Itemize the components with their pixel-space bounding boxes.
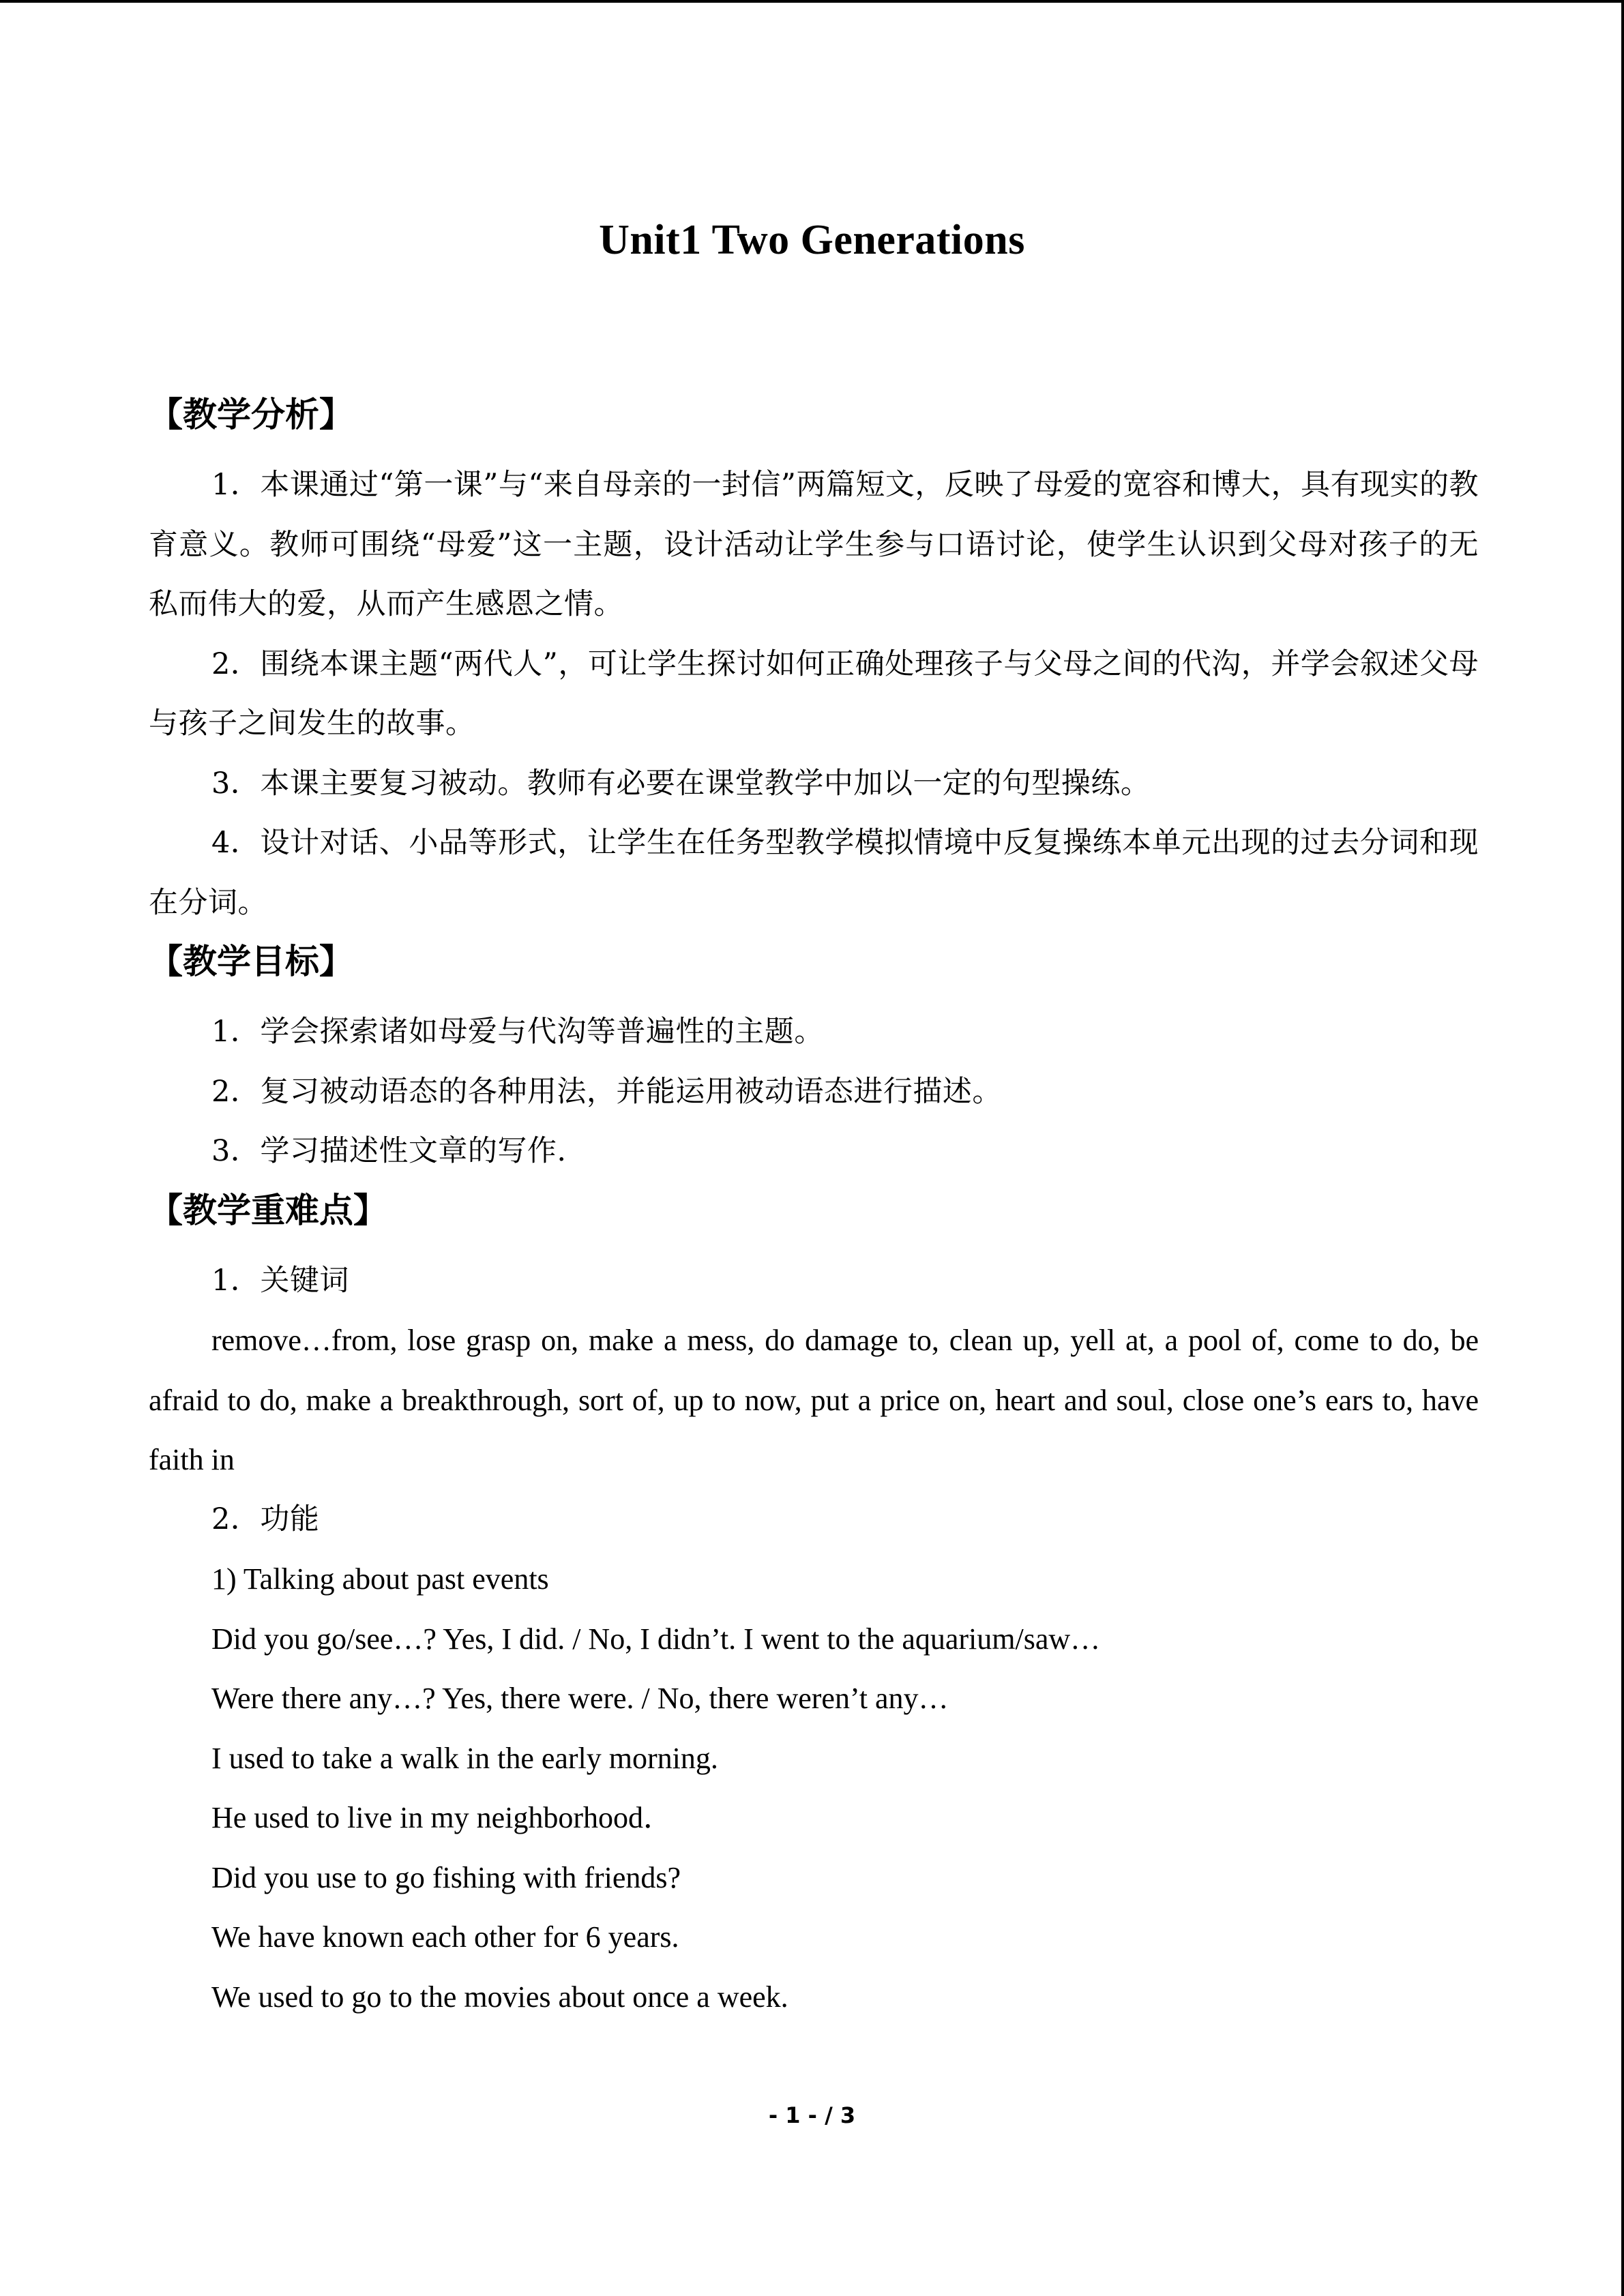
example-line: He used to live in my neighborhood． [211,1801,674,1834]
analysis-item-4: 4．设计对话、小品等形式，让学生在任务型教学模拟情境中反复操练本单元出现的过去分词和现在分词。 [149,826,1479,920]
function-1-title: 1) Talking about past events [211,1562,549,1596]
example-line: We have known each other for 6 years. [211,1920,679,1954]
objective-item-3: 3．学习描述性文章的写作. [211,1134,567,1168]
document-title: Unit1 Two Generations [599,217,1025,263]
objective-item-2: 2．复习被动语态的各种用法，并能运用被动语态进行描述。 [211,1074,1002,1109]
analysis-item-2: 2．围绕本课主题“两代人”，可让学生探讨如何正确处理孩子与父母之间的代沟，并学会叙述父母与孩子之间发生的故事。 [149,646,1479,741]
keywords-label: 1．关键词 [211,1263,349,1298]
section-heading-objectives: 【教学目标】 [149,942,353,981]
example-line: Did you go/see…? Yes, I did. / No, I didn’t. I went to the aquarium/saw… [211,1622,1101,1656]
document-body [149,386,1479,2027]
keywords-text: remove…from, lose grasp on, make a mess, do damage to, clean up, yell at, a pool of, come to do, be afraid to do, make a breakthrough, sort of, up to now, put a price on, heart and soul, close one’s ears to, have faith in [149,1324,1479,1476]
analysis-item-1: 1．本课通过“第一课”与“来自母亲的一封信”两篇短文，反映了母爱的宽容和博大，具有现实的教育意义。教师可围绕“母爱”这一主题，设计活动让学生参与口语讨论，使学生认识到父母对孩子的无私而伟大的爱，从而产生感恩之情。 [149,468,1479,621]
section-heading-key-points: 【教学重难点】 [149,1190,387,1230]
page-number: - 1 - / 3 [768,2102,856,2128]
analysis-item-3: 3．本课主要复习被动。教师有必要在课堂教学中加以一定的句型操练。 [211,766,1151,801]
objective-item-1: 1．学会探索诸如母爱与代沟等普遍性的主题。 [211,1015,824,1049]
section-heading-analysis: 【教学分析】 [149,395,353,434]
page-right-border [1621,0,1624,2296]
functions-label: 2．功能 [211,1502,320,1536]
example-line: We used to go to the movies about once a week. [211,1980,788,2014]
example-line: Did you use to go fishing with friends? [211,1860,681,1894]
page-top-border [0,0,1624,3]
example-line: Were there any…? Yes, there were. / No, there weren’t any… [211,1682,949,1715]
example-line: I used to take a walk in the early morning. [211,1741,718,1775]
